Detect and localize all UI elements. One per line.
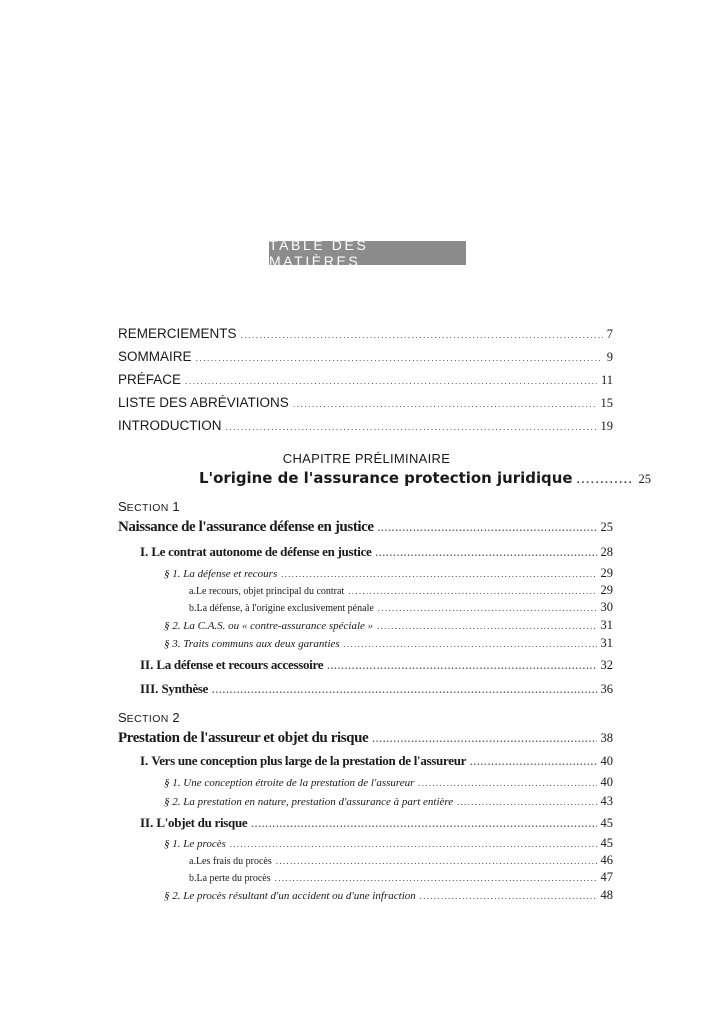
toc-page-number: 47	[600, 870, 613, 884]
toc-page-number: 11	[600, 373, 613, 387]
dot-leader	[185, 376, 597, 386]
paragraph-title: § 3. Traits communs aux deux garanties	[164, 638, 340, 650]
subparagraph-title: La perte du procès	[196, 873, 271, 884]
dot-leader	[457, 797, 596, 807]
part-title: La défense et recours accessoire	[156, 657, 324, 672]
dot-leader	[241, 330, 603, 340]
dot-leader	[327, 661, 596, 671]
toc-page-number: 40	[600, 754, 613, 768]
toc-page-number: 36	[600, 682, 613, 696]
paragraph-title: § 1. Le procès	[164, 838, 226, 850]
toc-entry-paragraph[interactable]	[164, 775, 615, 790]
paragraph-title: § 1. Une conception étroite de la prestation de l'assureur	[164, 777, 415, 789]
subparagraph-letter: a.	[189, 856, 196, 867]
toc-entry-label: REMERCIEMENTS	[118, 326, 237, 341]
toc-entry-subparagraph[interactable]	[189, 600, 615, 615]
toc-entry-paragraph[interactable]	[164, 888, 615, 903]
toc-page-number: 40	[600, 775, 613, 789]
toc-entry-label: INTRODUCTION	[118, 418, 222, 433]
dot-leader	[576, 476, 634, 486]
roman-numeral: II.	[140, 815, 154, 830]
section-title: Prestation de l'assureur et objet du risque	[118, 730, 369, 746]
toc-page-number: 29	[600, 566, 613, 580]
part-title: Le contrat autonome de défense en justice	[151, 544, 372, 559]
toc-entry-label: PRÉFACE	[118, 372, 182, 387]
toc-entry-preface[interactable]	[118, 372, 615, 388]
toc-entry-abreviations[interactable]	[118, 395, 615, 411]
toc-entry-subparagraph[interactable]	[189, 853, 615, 868]
section-1-label: SECTION 1	[118, 499, 180, 514]
toc-entry-part[interactable]	[140, 681, 615, 697]
toc-entry-section-1[interactable]	[118, 519, 615, 536]
dot-leader	[196, 353, 603, 363]
toc-entry-subparagraph[interactable]	[189, 583, 615, 598]
chapter-label: CHAPITRE PRÉLIMINAIRE	[282, 451, 451, 466]
dot-leader	[372, 734, 596, 744]
toc-page-number: 9	[606, 350, 613, 364]
toc-page-number: 29	[600, 583, 613, 597]
dot-leader	[275, 873, 597, 883]
dot-leader	[348, 586, 596, 596]
toc-page-number: 7	[606, 327, 613, 341]
toc-page-number: 25	[600, 520, 613, 534]
subparagraph-title: La défense, à l'origine exclusivement pénale	[196, 603, 374, 614]
subparagraph-letter: b.	[189, 603, 197, 614]
toc-entry-part[interactable]	[140, 753, 615, 769]
dot-leader	[230, 839, 597, 849]
dot-leader	[212, 685, 596, 695]
toc-page-number: 45	[600, 836, 613, 850]
subparagraph-title: Le recours, objet principal du contrat	[195, 586, 345, 597]
dot-leader	[378, 523, 597, 533]
toc-page-number: 32	[600, 658, 613, 672]
toc-entry-subparagraph[interactable]	[189, 870, 615, 885]
toc-entry-paragraph[interactable]	[164, 636, 615, 651]
dot-leader	[470, 757, 596, 767]
toc-page-number: 45	[600, 816, 613, 830]
toc-page-number: 19	[600, 419, 613, 433]
paragraph-title: § 1. La défense et recours	[164, 568, 278, 580]
dot-leader	[377, 621, 596, 631]
subparagraph-letter: b.	[189, 873, 197, 884]
toc-page-number: 38	[600, 731, 613, 745]
toc-entry-paragraph[interactable]	[164, 794, 615, 809]
dot-leader	[293, 399, 597, 409]
toc-entry-sommaire[interactable]	[118, 349, 615, 365]
toc-page-number: 31	[600, 636, 613, 650]
roman-numeral: III.	[140, 681, 159, 696]
paragraph-title: § 2. La prestation en nature, prestation d'assurance à part entière	[164, 796, 454, 808]
toc-entry-paragraph[interactable]	[164, 566, 615, 581]
part-title: Vers une conception plus large de la prestation de l'assureur	[151, 753, 467, 768]
toc-entry-chapter[interactable]	[199, 469, 651, 487]
section-title: Naissance de l'assurance défense en justice	[118, 519, 374, 535]
section-2-label: SECTION 2	[118, 710, 180, 725]
dot-leader	[226, 422, 597, 432]
toc-page-number: 48	[600, 888, 613, 902]
toc-entry-section-2[interactable]	[118, 730, 615, 747]
part-title: L'objet du risque	[156, 815, 248, 830]
dot-leader	[376, 548, 597, 558]
subparagraph-letter: a.	[189, 586, 196, 597]
roman-numeral: I.	[140, 544, 149, 559]
toc-entry-paragraph[interactable]	[164, 618, 615, 633]
toc-entry-label: LISTE DES ABRÉVIATIONS	[118, 395, 289, 410]
toc-page-number: 46	[600, 853, 613, 867]
toc-entry-introduction[interactable]	[118, 418, 615, 434]
dot-leader	[378, 603, 597, 613]
toc-page-number: 30	[600, 600, 613, 614]
dot-leader	[418, 778, 596, 788]
toc-entry-label: SOMMAIRE	[118, 349, 192, 364]
dot-leader	[420, 891, 597, 901]
roman-numeral: I.	[140, 753, 149, 768]
dot-leader	[276, 856, 597, 866]
toc-entry-remerciements[interactable]	[118, 326, 615, 342]
toc-banner: TABLE DES MATIÈRES	[269, 241, 466, 265]
toc-page-number: 15	[600, 396, 613, 410]
paragraph-title: § 2. La C.A.S. ou « contre-assurance spéciale »	[164, 620, 374, 632]
dot-leader	[281, 569, 596, 579]
dot-leader	[344, 639, 597, 649]
toc-entry-part[interactable]	[140, 544, 615, 560]
dot-leader	[251, 819, 596, 829]
paragraph-title: § 2. Le procès résultant d'un accident ou d'une infraction	[164, 890, 416, 902]
toc-entry-part[interactable]	[140, 815, 615, 831]
toc-entry-paragraph[interactable]	[164, 836, 615, 851]
chapter-title: L'origine de l'assurance protection juridique	[199, 469, 573, 487]
subparagraph-title: Les frais du procès	[195, 856, 272, 867]
toc-page-number: 43	[600, 794, 613, 808]
toc-page-number: 31	[600, 618, 613, 632]
toc-page-number: 28	[600, 545, 613, 559]
roman-numeral: II.	[140, 657, 154, 672]
part-title: Synthèse	[161, 681, 209, 696]
toc-entry-part[interactable]	[140, 657, 615, 673]
toc-page-number: 25	[638, 472, 651, 486]
